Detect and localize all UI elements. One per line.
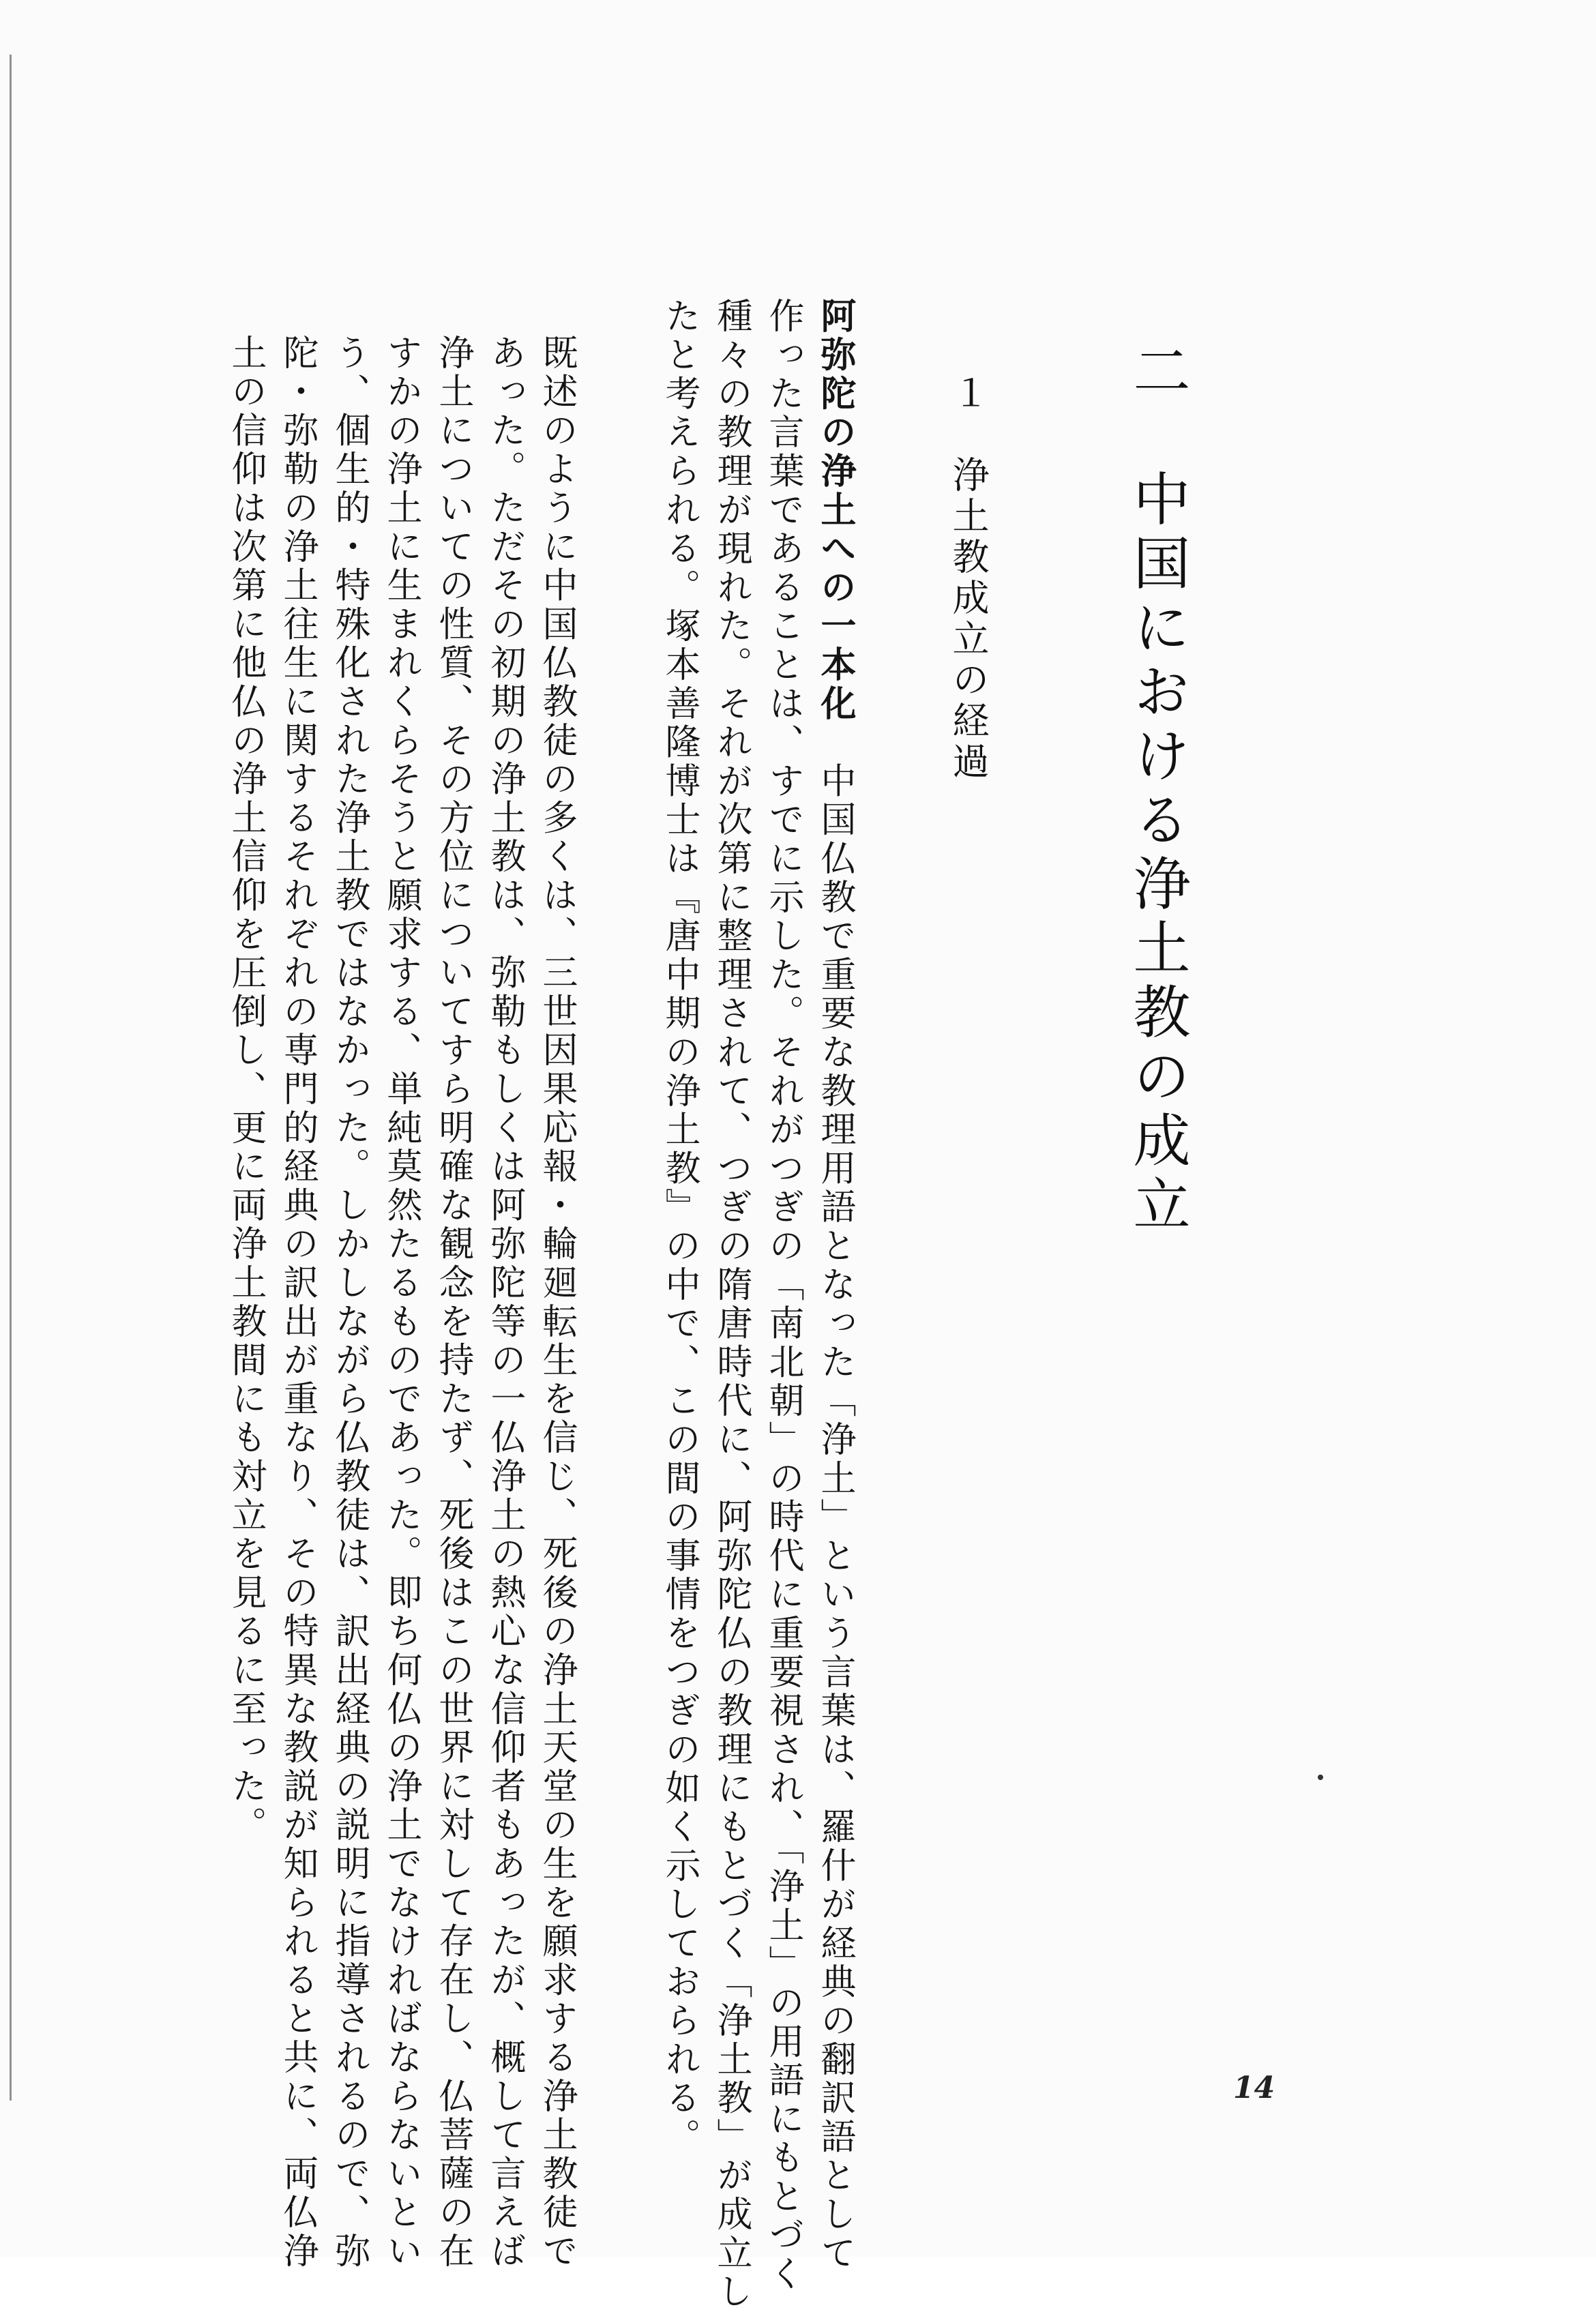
quote-line: あった。ただその初期の浄土教は、弥勒もしくは阿弥陀等の一仏浄土の熱心な信仰者もあったが、概して言えば: [484, 334, 525, 2271]
body-line: たと考えられる。塚本善隆博士は『唐中期の浄土教』の中で、この間の事情をつぎの如く示しておられる。: [659, 297, 700, 2157]
section-heading: １ 浄土教成立の経過: [947, 374, 990, 783]
quote-line: 土の信仰は次第に他仏の浄土信仰を圧倒し、更に両浄土教間にも対立を見るに至った。: [225, 334, 266, 1846]
paragraph-lead-heading: 阿弥陀の浄土への一本化: [814, 297, 855, 724]
body-line: 作った言葉であることは、すでに示した。それがつぎの「南北朝」の時代に重要視され、「浄土」の用語にもとづく: [763, 297, 803, 2294]
quote-line: 既述のように中国仏教徒の多くは、三世因果応報・輪廻転生を信じ、死後の浄土天堂の生を願求する浄土教徒で: [536, 334, 577, 2271]
body-line-text: 中国仏教で重要な教理用語となった「浄土」という言葉は、羅什が経典の翻訳語として: [814, 723, 855, 2273]
scan-speck: [1318, 1775, 1323, 1780]
page-number: 14: [1233, 2071, 1275, 2105]
binding-edge-line: [10, 55, 12, 2101]
chapter-heading: 二 中国における浄土教の成立: [1124, 341, 1191, 1239]
quote-line: すかの浄土に生まれくらそうと願求する、単純莫然たるものであった。即ち何仏の浄土でなければならないとい: [381, 334, 422, 2271]
quote-line: 浄土についての性質、その方位についてすら明確な観念を持たず、死後はこの世界に対して存在し、仏菩薩の在: [432, 334, 473, 2271]
quote-line: う、個生的・特殊化された浄土教ではなかった。しかしながら仏教徒は、訳出経典の説明に指導されるので、弥: [329, 334, 370, 2271]
body-line: 種々の教理が現れた。それが次第に整理されて、つぎの隋唐時代に、阿弥陀仏の教理にもとづく「浄土教」が成立し: [711, 297, 752, 2312]
quote-line: 陀・弥勒の浄土往生に関するそれぞれの専門的経典の訳出が重なり、その特異な教説が知られると共に、両仏浄: [277, 334, 318, 2271]
body-line-lead: [814, 297, 855, 2273]
